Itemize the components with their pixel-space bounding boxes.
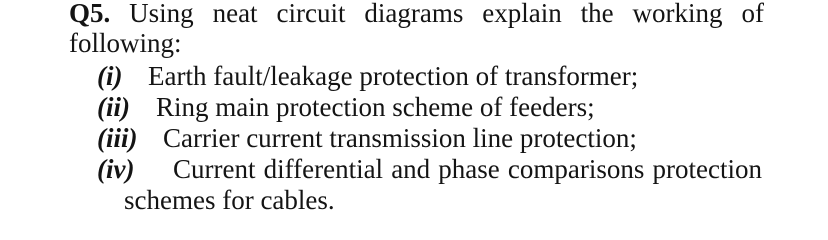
item-word: protection (652, 154, 762, 184)
stem-word: circuit (276, 0, 346, 28)
item-label: (iii) (97, 123, 138, 153)
item-word: and (391, 154, 431, 184)
list-item (97, 61, 638, 92)
item-text: Earth fault/leakage protection of transformer; (148, 61, 639, 91)
item-word: phase (438, 154, 500, 184)
question-stem-line (69, 0, 764, 29)
stem-word: diagrams (364, 0, 464, 28)
stem-word: working (632, 0, 723, 28)
list-item (97, 92, 595, 123)
item-label: (ii) (97, 92, 130, 122)
item-label: (i) (97, 61, 123, 91)
question-number: Q5. (69, 0, 111, 28)
item-text-continuation: schemes for cables. (124, 185, 335, 215)
item-word: Current (173, 154, 256, 184)
stem-word: explain (482, 0, 562, 28)
stem-word: of (741, 0, 764, 28)
item-text (173, 154, 762, 185)
stem-word: neat (212, 0, 258, 28)
item-word: comparisons (507, 154, 645, 184)
item-label: (iv) (97, 154, 135, 184)
question-stem-continuation: following: (69, 28, 182, 58)
item-text: Carrier current transmission line protection; (163, 123, 637, 153)
item-text: Ring main protection scheme of feeders; (156, 92, 595, 122)
list-item (97, 123, 637, 154)
list-item (97, 154, 762, 185)
stem-word: the (580, 0, 614, 28)
stem-word: Using (129, 0, 194, 28)
item-word: differential (263, 154, 384, 184)
